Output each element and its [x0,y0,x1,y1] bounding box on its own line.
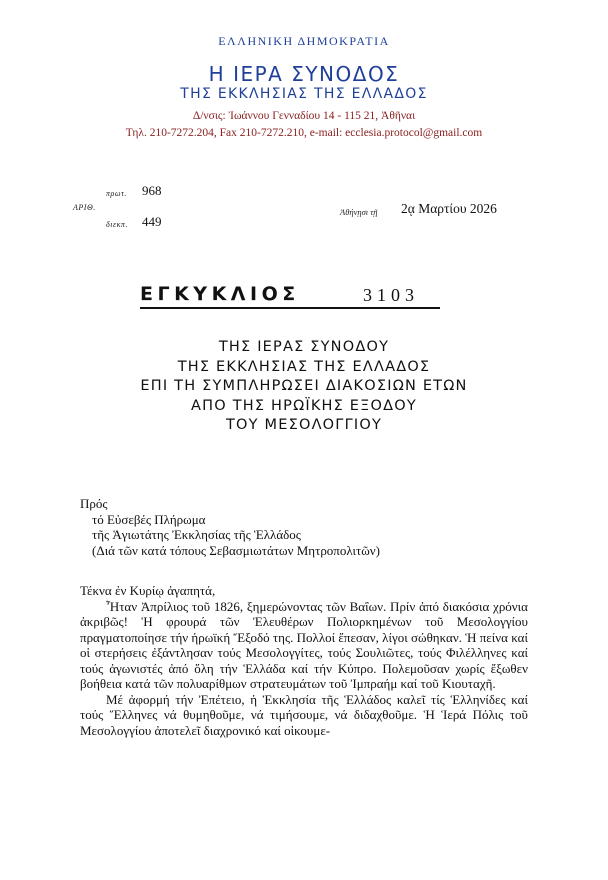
body-paragraph: Μέ ἀφορμή τήν Ἐπέτειο, ἡ Ἐκκλησία τῆς Ἑλλάδος καλεῖ τίς Ἑλληνίδες καί τούς Ἕλληνες νά θυμηθοῦμε, νά τιμήσουμε, νά διδαχθοῦμε. Ἡ Ἱερά Πόλις τοῦ Μεσολογγίου ἀποτελεῖ διαχρονικό καί οἰκουμε- [80,691,528,738]
letterhead-state: ΕΛΛΗΝΙΚΗ ΔΗΜΟΚΡΑΤΙΑ [218,34,390,48]
letterhead-address: Δ/νσις: Ἰωάννου Γενναδίου 14 - 115 21, Ἀθῆναι [192,110,416,122]
addressee-line: τῆς Ἁγιωτάτης Ἐκκλησίας τῆς Ἑλλάδος [92,527,301,542]
encyclical-number: 3103 [363,285,419,305]
letter-body [80,583,528,738]
diekp-number: 449 [142,214,162,229]
subject-line: ΤΗΣ ΙΕΡΑΣ ΣΥΝΟΔΟΥ [218,339,390,355]
body-paragraph: Ἦταν Ἀπρίλιος τοῦ 1826, ξημερώνοντας τῶν Βαΐων. Πρίν ἀπό διακόσια χρόνια ἀκριβῶς! Ἡ φρουρά τῶν Ἐλευθέρων Πολιορκημένων τοῦ Μεσολογγίου πραγματοποίησε τήν ἡρωϊκή Ἔξοδό της. Πολλοί ἔπεσαν, λίγοι σώθηκαν. Ἡ πείνα καί οἱ στερήσεις ἐξάντλησαν τούς Μεσολογγίτες, τούς Σουλιῶτες, τούς Φιλέλληνες καί τούς ἀγωνιστές ἀπό ὅλη τήν Ἑλλάδα καί τήν Κύπρο. Πολεμοῦσαν χωρίς ἔξωθεν βοήθεια κατά τῶν πολυαρίθμων στρατευμάτων τοῦ Ἰμπραήμ καί τοῦ Κιουταχῆ. [80,598,528,691]
addressee-to: Πρός [80,496,108,511]
letterhead-contact: Τηλ. 210-7272.204, Fax 210-7272.210, e-mail: ecclesia.protocol@gmail.com [125,127,483,139]
prot-label: πρωτ. [106,189,127,198]
encyclical-underline [140,307,440,309]
letterhead-title: Η ΙΕΡΑ ΣΥΝΟΔΟΣ [208,62,400,86]
subject-line: ΤΟΥ ΜΕΣΟΛΟΓΓΙΟΥ [225,417,383,433]
arith-label: ΑΡΙΘ. [73,203,96,212]
date-value: 2ᾳ Μαρτίου 2026 [401,201,497,216]
addressee-block [80,496,380,558]
subject-line: ΑΠΟ ΤΗΣ ΗΡΩΪΚΗΣ ΕΞΟΔΟΥ [191,397,417,414]
encyclical-title: ΕΓΚΥΚΛΙΟΣ [140,283,300,305]
subject-line: ΤΗΣ ΕΚΚΛΗΣΙΑΣ ΤΗΣ ΕΛΛΑΔΟΣ [177,358,431,375]
subject-block [0,338,608,436]
prot-number: 968 [142,183,162,198]
letterhead-subtitle: ΤΗΣ ΕΚΚΛΗΣΙΑΣ ΤΗΣ ΕΛΛΑΔΟΣ [180,86,428,102]
salutation: Τέκνα ἐν Κυρίῳ ἀγαπητά, [80,583,216,598]
addressee-line: τό Εὐσεβές Πλήρωμα [92,511,206,527]
date-label: Ἀθήνῃσι τῇ [340,207,378,217]
addressee-line: (Διά τῶν κατά τόπους Σεβασμιωτάτων Μητροπολιτῶν) [92,542,380,558]
diekp-label: διεκπ. [106,220,128,229]
subject-line: ΕΠΙ ΤΗ ΣΥΜΠΛΗΡΩΣΕΙ ΔΙΑΚΟΣΙΩΝ ΕΤΩΝ [140,378,468,394]
